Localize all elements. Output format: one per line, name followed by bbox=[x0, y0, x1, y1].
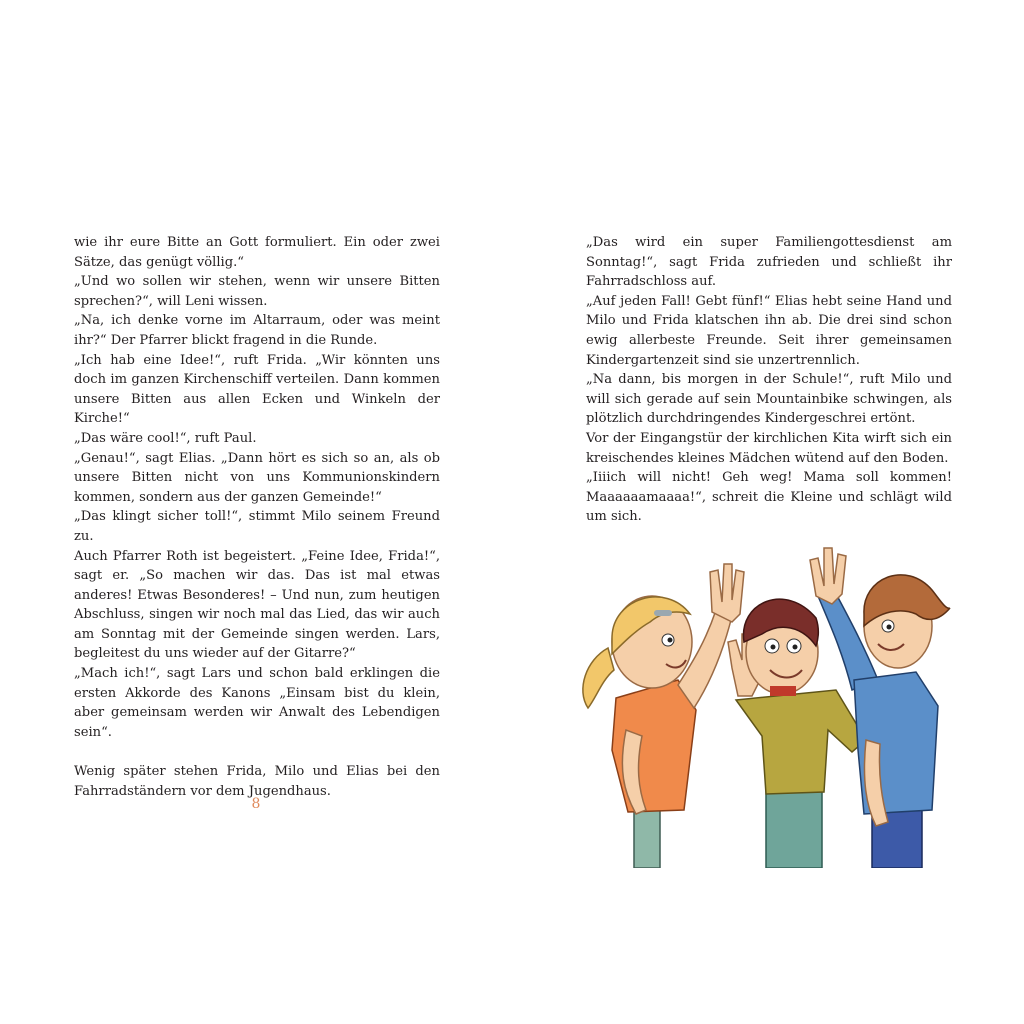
paragraph: wie ihr eure Bitte an Gott formuliert. Ein oder zwei Sätze, das genügt völlig.“ bbox=[74, 235, 440, 270]
paragraph: „Das klingt sicher toll!“, stimmt Milo seinem Freund zu. bbox=[74, 509, 440, 544]
page-number: 8 bbox=[251, 796, 261, 812]
paragraph: „Das wäre cool!“, ruft Paul. bbox=[74, 430, 257, 446]
paragraph: „Auf jeden Fall! Gebt fünf!“ Elias hebt seine Hand und Milo und Frida klatschen ihn ab. Die drei sind schon ewig allerbeste Freunde. Seit ihrer gemeinsamen Kindergartenzeit sind sie unzertrennlich. bbox=[586, 293, 952, 368]
paragraph: „Na dann, bis morgen in der Schule!“, ruft Milo und will sich gerade auf sein Mountainbike schwingen, als plötzlich durchdringendes Kindergeschrei ertönt. bbox=[586, 372, 952, 427]
paragraph: Auch Pfarrer Roth ist begeistert. „Feine Idee, Frida!“, sagt er. „So machen wir das. Das ist mal etwas anderes! Etwas Besonderes! – Und nun, zum heutigen Abschluss, singen wir noch mal das Lied, das wir auch am Sonntag mit der Gemeinde singen werden. Lars, begleitest du uns wieder auf der Gitarre?“ bbox=[74, 548, 440, 662]
paragraph: „Und wo sollen wir stehen, wenn wir unsere Bitten sprechen?“, will Leni wissen. bbox=[74, 274, 440, 309]
paragraph: Vor der Eingangstür der kirchlichen Kita wirft sich ein kreischendes kleines Mädchen wütend auf den Boden. bbox=[586, 430, 952, 466]
paragraph: „Das wird ein super Familiengottesdienst am Sonntag!“, sagt Frida zufrieden und schließt ihr Fahrradschloss auf. bbox=[586, 235, 952, 290]
paragraph: „Genau!“, sagt Elias. „Dann hört es sich so an, als ob unsere Bitten nicht von uns Kommunionskindern kommen, sondern aus der ganzen Gemeinde!“ bbox=[74, 450, 440, 505]
left-page-text bbox=[74, 233, 440, 801]
paragraph: „Ich hab eine Idee!“, ruft Frida. „Wir könnten uns doch im ganzen Kirchenschiff verteilen. Dann kommen unsere Bitten aus allen Ecken und Winkeln der Kirche!“ bbox=[74, 352, 440, 427]
right-page-text bbox=[586, 233, 952, 527]
children-high-five-illustration bbox=[566, 530, 966, 868]
paragraph: „Mach ich!“, sagt Lars und schon bald erklingen die ersten Akkorde des Kanons „Einsam bist du klein, aber gemeinsam werden wir Anwalt des Lebendigen sein“. bbox=[74, 666, 440, 740]
girl-figure bbox=[583, 564, 744, 868]
paragraph: Wenig später stehen Frida, Milo und Elias bei den Fahrradständern vor dem Jugendhaus. bbox=[74, 764, 440, 799]
paragraph: „Iiiich will nicht! Geh weg! Mama soll kommen! Maaaaaamaaaa!“, schreit die Kleine und schlägt wild um sich. bbox=[586, 470, 952, 525]
paragraph: „Na, ich denke vorne im Altarraum, oder was meint ihr?“ Der Pfarrer blickt fragend in die Runde. bbox=[74, 313, 440, 348]
